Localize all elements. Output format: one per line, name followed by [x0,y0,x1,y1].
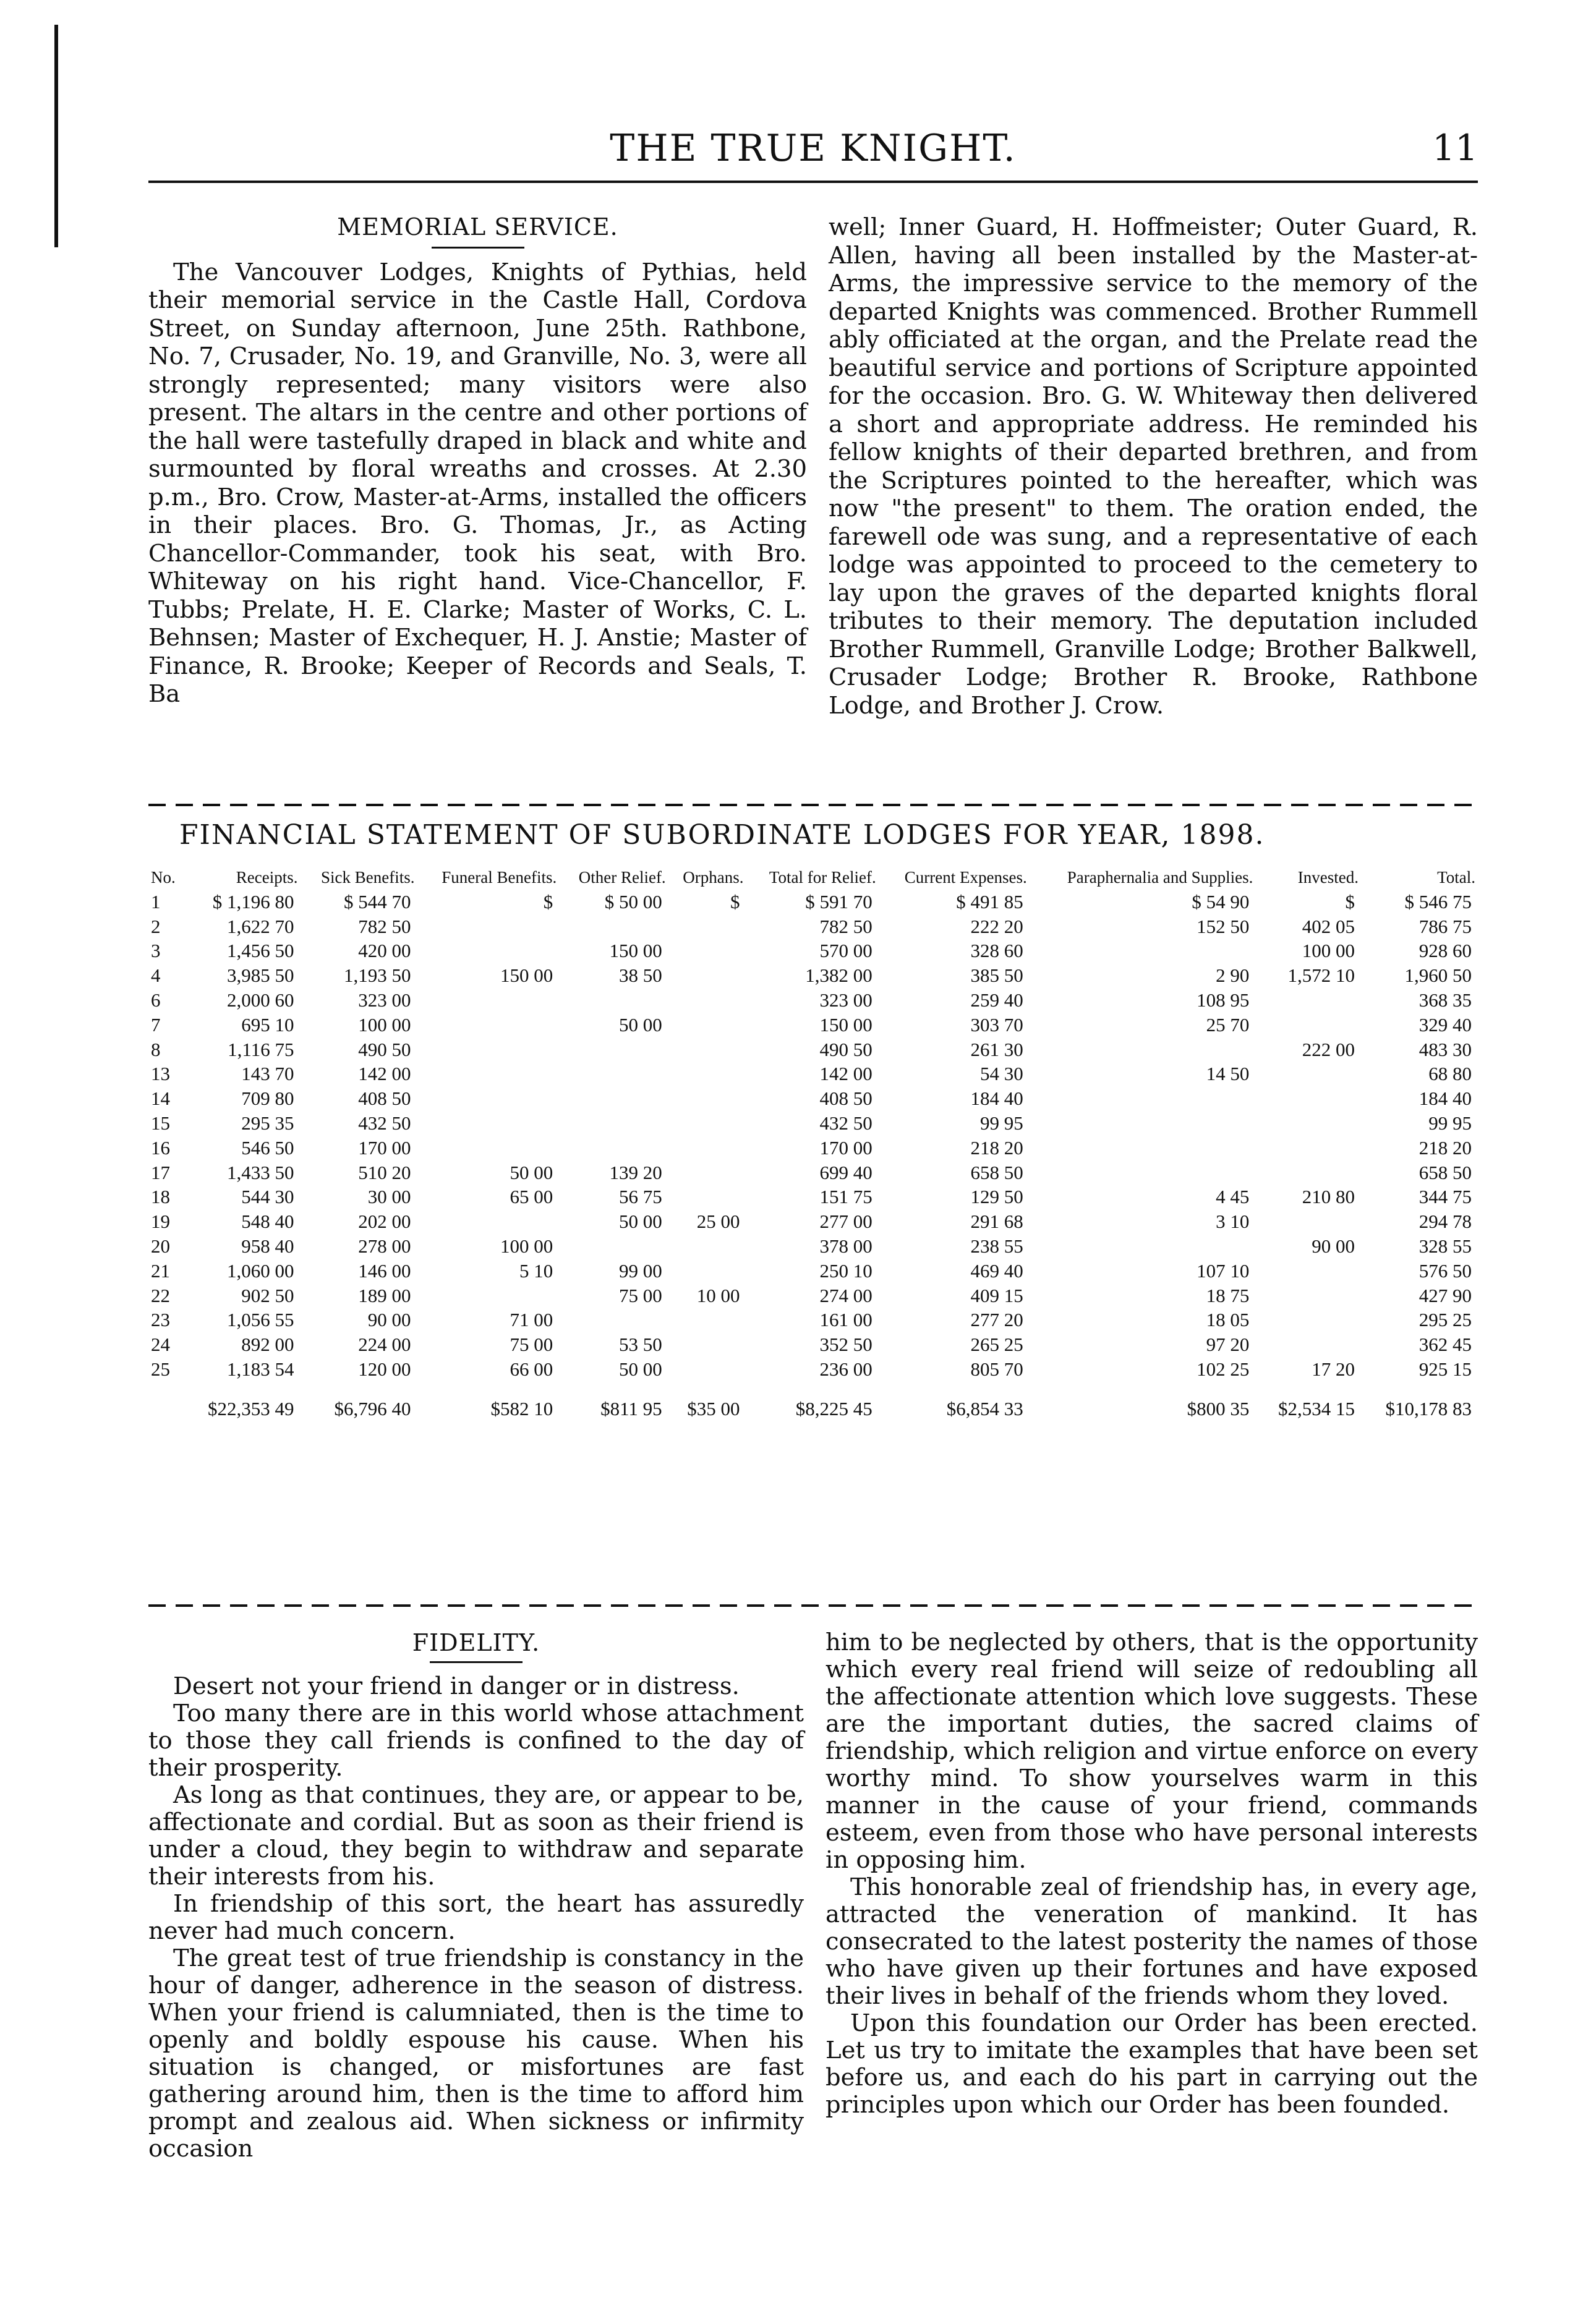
table-row [148,1111,1478,1136]
memorial-continuation: well; Inner Guard, H. Hoffmeister; Outer Guard, R. Allen, having all been installed by the Master-at-Arms, the impressive service to the memory of the departed Knights was commenced. Brother Rummell ably officiated at the organ, and the Prelate read the beautiful service and portions of Scripture appointed for the occasion. Bro. G. W. Whiteway then delivered a short and appropriate address. He reminded his fellow knights of their departed brethren, and from the Scriptures pointed to the hereafter, which was now "the present" to them. The oration ended, the farewell ode was sung, and a representative of each lodge was appointed to proceed to the cemetery to lay upon the graves of the departed knights floral tributes to their memory. The deputation included Brother Rummell, Granville Lodge; Brother Balkwell, Crusader Lodge; Brother R. Brooke, Rathbone Lodge, and Brother J. Crow. [829,213,1478,720]
table-cell: 274 00 [819,1284,872,1306]
table-cell: 151 75 [819,1186,872,1208]
table-row [148,1062,1478,1087]
table-cell [668,1357,746,1382]
table-cell: 368 35 [1419,989,1472,1011]
lodge-number: 24 [151,1334,170,1356]
table-row [148,963,1478,988]
table-cell: 259 40 [970,989,1023,1011]
total-cell [148,1382,184,1424]
table-cell: 352 50 [819,1334,872,1356]
table-cell: 261 30 [970,1038,1023,1060]
lodge-number: 7 [151,1013,161,1036]
table-cell [417,1037,559,1062]
total-cell: $6,854 33 [946,1397,1023,1420]
table-cell [1255,1308,1361,1333]
table-cell [668,1160,746,1185]
memorial-right-column [829,213,1478,720]
table-cell: 385 50 [970,964,1023,987]
table-cell: 100 00 [358,1013,411,1036]
table-cell: 18 75 [1206,1284,1250,1306]
table-cell: 362 45 [1419,1334,1472,1356]
fidelity-paragraph: Desert not your friend in danger or in distress. [173,1672,740,1700]
table-cell [668,1062,746,1087]
table-cell: 378 00 [819,1235,872,1258]
table-cell: 54 30 [979,1063,1023,1085]
column-header: Invested. [1297,868,1359,887]
table-cell: 576 50 [1419,1259,1472,1282]
table-cell [668,1037,746,1062]
fidelity-paragraph: As long as that continues, they are, or appear to be, affectionate and cordial. But as soon as their friend is under a cloud, they begin to withdraw and separate their interests from his. [148,1781,804,1891]
total-cell: $2,534 15 [1278,1397,1355,1420]
table-cell: 544 30 [241,1186,294,1208]
table-cell: 2,000 60 [227,989,294,1011]
lodge-number: 14 [151,1088,170,1110]
table-cell [1255,1332,1361,1357]
lodge-number: 25 [151,1358,170,1381]
table-cell: 53 50 [618,1334,662,1356]
table-cell: 129 50 [970,1186,1023,1208]
table-cell: 170 00 [819,1136,872,1159]
table-cell: 143 70 [241,1063,294,1085]
table-cell: 50 00 [510,1161,553,1183]
total-cell: $811 95 [600,1397,662,1420]
table-cell: 1,382 00 [805,964,872,987]
table-cell: 65 00 [510,1186,553,1208]
table-cell: 265 25 [970,1334,1023,1356]
table-cell: 420 00 [358,940,411,962]
table-cell [1255,1111,1361,1136]
title-rule [430,1661,523,1663]
table-cell: 1,960 50 [1404,964,1472,987]
table-cell: 75 00 [618,1284,662,1306]
table-cell: 202 00 [358,1211,411,1233]
table-cell: 238 55 [970,1235,1023,1258]
column-header: Other Relief. [578,868,666,887]
table-cell: 38 50 [618,964,662,987]
table-cell [668,1013,746,1037]
table-cell: 108 95 [1197,989,1250,1011]
table-cell [417,988,559,1013]
table-row [148,1136,1478,1160]
table-cell: 142 00 [358,1063,411,1085]
table-cell: 218 20 [970,1136,1023,1159]
table-cell: 303 70 [970,1013,1023,1036]
table-cell: 25 70 [1206,1013,1250,1036]
table-cell: 66 00 [510,1358,553,1381]
table-cell [417,1111,559,1136]
table-cell: 1,056 55 [227,1309,294,1331]
table-cell: 409 15 [970,1284,1023,1306]
fidelity-paragraph: The great test of true friendship is constancy in the hour of danger, adherence in the season of distress. When your friend is calumniated, then is the time to openly and boldly espouse his cause. When his situation is changed, or misfortunes are fast gathering around him, then is the time to afford him prompt and zealous aid. When sickness or infirmity occasion [148,1944,804,2163]
table-cell: 5 10 [519,1259,553,1282]
table-cell: 100 00 [500,1235,553,1258]
table-cell: 161 00 [819,1309,872,1331]
table-cell: 1,622 70 [227,915,294,937]
total-cell: $22,353 49 [208,1397,294,1420]
column-header: Total. [1437,868,1475,887]
table-cell [668,1185,746,1210]
table-cell: 490 50 [819,1038,872,1060]
table-cell: 146 00 [358,1259,411,1282]
fidelity-right-column [826,1629,1478,2119]
column-header: Receipts. [236,868,298,887]
lodge-number: 23 [151,1309,170,1331]
table-cell [559,1234,668,1259]
table-cell: 328 55 [1419,1235,1472,1258]
table-cell: $ 591 70 [805,890,872,913]
table-cell: $ 544 70 [343,890,411,913]
table-cell: 71 00 [510,1309,553,1331]
table-cell: 432 50 [358,1112,411,1134]
table-row [148,1086,1478,1111]
column-header: Current Expenses. [904,868,1027,887]
table-cell: 277 20 [970,1309,1023,1331]
table-cell: 323 00 [819,989,872,1011]
table-cell [559,1086,668,1111]
table-cell: 97 20 [1206,1334,1250,1356]
lodge-number: 16 [151,1136,170,1159]
table-cell [668,1086,746,1111]
table-cell: 139 20 [609,1161,662,1183]
table-row [148,890,1478,914]
lodge-number: 20 [151,1235,170,1258]
table-cell: 150 00 [500,964,553,987]
fidelity-paragraph: him to be neglected by others, that is the opportunity which every real friend will seize of redoubling all the affectionate attention which love suggests. These are the important duties, the sacred claims of friendship, which religion and virtue enforce on every worthy mind. To show yourselves warm in this manner in the cause of your friend, commands esteem, even from those who have personal interests in opposing him. [826,1628,1478,1874]
financial-table [148,869,1478,1424]
table-cell: $ 54 90 [1192,890,1250,913]
table-cell: 250 10 [819,1259,872,1282]
table-cell: 483 30 [1419,1038,1472,1060]
fidelity-paragraph: Upon this foundation our Order has been erected. Let us try to imitate the examples that have been set before us, and each do his part in carrying out the principles upon which our Order has been founded. [826,2009,1478,2119]
table-cell: 107 10 [1197,1259,1250,1282]
table-cell: 329 40 [1419,1013,1472,1036]
table-cell: 56 75 [618,1186,662,1208]
table-cell [668,988,746,1013]
table-cell [1255,1259,1361,1283]
lodge-number: 6 [151,989,161,1011]
table-cell: 25 00 [696,1211,740,1233]
table-cell [417,914,559,939]
table-cell: 295 35 [241,1112,294,1134]
table-cell: 490 50 [358,1038,411,1060]
table-cell: 99 95 [979,1112,1023,1134]
table-cell [1255,1209,1361,1234]
table-cell [559,1136,668,1160]
table-cell: 570 00 [819,940,872,962]
table-cell: 328 60 [970,940,1023,962]
table-cell: $ 1,196 80 [212,890,294,913]
table-row [148,1234,1478,1259]
table-cell: 1,060 00 [227,1259,294,1282]
column-header: No. [151,868,176,887]
table-cell: 658 50 [970,1161,1023,1183]
totals-row [148,1382,1478,1424]
table-cell [1255,1013,1361,1037]
table-cell [1255,1136,1361,1160]
table-cell: 30 00 [367,1186,411,1208]
table-cell [668,1332,746,1357]
table-cell [559,1308,668,1333]
table-cell: 1,572 10 [1287,964,1355,987]
lodge-number: 19 [151,1211,170,1233]
table-cell: 695 10 [241,1013,294,1036]
scan-margin-bar [54,25,58,247]
table-cell [1255,1062,1361,1087]
table-cell: 925 15 [1419,1358,1472,1381]
table-cell: 14 50 [1206,1063,1250,1085]
table-cell [668,1259,746,1283]
lodge-number: 4 [151,964,161,987]
table-cell: 805 70 [970,1358,1023,1381]
table-cell [668,914,746,939]
table-row [148,1357,1478,1382]
memorial-left-column [148,213,807,709]
table-cell [1030,1111,1256,1136]
table-cell: 99 00 [618,1259,662,1282]
table-cell: 344 75 [1419,1186,1472,1208]
table-row [148,1209,1478,1234]
table-cell: $ 50 00 [604,890,662,913]
table-cell [668,1111,746,1136]
table-cell: 709 80 [241,1088,294,1110]
table-cell: 958 40 [241,1235,294,1258]
table-cell: 427 90 [1419,1284,1472,1306]
table-cell: 295 25 [1419,1309,1472,1331]
total-cell: $35 00 [687,1397,740,1420]
lodge-number: 21 [151,1259,170,1282]
table-cell [417,1062,559,1087]
table-cell: 892 00 [241,1334,294,1356]
fidelity-title: FIDELITY. [412,1629,540,1656]
table-cell: 402 05 [1302,915,1355,937]
table-cell: 150 00 [609,940,662,962]
table-cell: 510 20 [358,1161,411,1183]
table-cell: 1,183 54 [227,1358,294,1381]
table-row [148,939,1478,964]
table-cell: 469 40 [970,1259,1023,1282]
table-cell: 222 20 [970,915,1023,937]
table-cell: 75 00 [510,1334,553,1356]
table-cell: $ 546 75 [1404,890,1472,913]
table-cell: 278 00 [358,1235,411,1258]
table-cell [559,1111,668,1136]
table-cell: 222 00 [1302,1038,1355,1060]
table-cell: 224 00 [358,1334,411,1356]
table-cell [417,1013,559,1037]
financial-statement [148,819,1478,851]
total-cell: $8,225 45 [795,1397,872,1420]
table-cell [1255,1086,1361,1111]
table-row [148,1308,1478,1333]
table-cell [1255,1160,1361,1185]
table-cell: 102 25 [1197,1358,1250,1381]
table-cell: 10 00 [696,1284,740,1306]
memorial-title: MEMORIAL SERVICE. [337,213,618,240]
table-row [148,1332,1478,1357]
table-cell [1030,1037,1256,1062]
table-cell: 68 80 [1428,1063,1472,1085]
table-cell: 170 00 [358,1136,411,1159]
table-cell: 120 00 [358,1358,411,1381]
table-cell [559,988,668,1013]
table-cell: 786 75 [1419,915,1472,937]
total-cell: $10,178 83 [1385,1397,1472,1420]
fidelity-paragraph: Too many there are in this world whose attachment to those they call friends is confined to the day of their prosperity. [148,1700,804,1782]
table-cell: 548 40 [241,1211,294,1233]
table-cell: 408 50 [358,1088,411,1110]
column-header: Total for Relief. [769,868,876,887]
table-cell: 90 00 [1312,1235,1355,1258]
table-cell: 236 00 [819,1358,872,1381]
table-cell [1030,1160,1256,1185]
table-cell: 291 68 [970,1211,1023,1233]
table-cell: 432 50 [819,1112,872,1134]
page-header [148,127,1478,176]
table-cell [559,1037,668,1062]
fidelity-left-column [148,1629,804,2163]
lodge-number: 18 [151,1186,170,1208]
table-cell [417,1283,559,1308]
table-cell [1255,988,1361,1013]
table-cell: 782 50 [358,915,411,937]
section-divider [148,804,1478,806]
table-cell: 1,433 50 [227,1161,294,1183]
table-cell: 99 95 [1428,1112,1472,1134]
table-row [148,1185,1478,1210]
header-rule [148,181,1478,183]
table-row [148,1283,1478,1308]
table-cell [668,939,746,964]
table-cell [1030,1136,1256,1160]
table-cell: 150 00 [819,1013,872,1036]
table-cell: 50 00 [618,1358,662,1381]
column-header: Orphans. [683,868,744,887]
fidelity-paragraph: This honorable zeal of friendship has, in every age, attracted the veneration of mankind. It has consecrated to the latest posterity the names of those who have given up their fortunes and have exposed their lives in behalf of the friends whom they loved. [826,1873,1478,2010]
table-cell: 902 50 [241,1284,294,1306]
table-cell: 546 50 [241,1136,294,1159]
table-row [148,1037,1478,1062]
table-cell: $ 491 85 [956,890,1023,913]
table-cell: 152 50 [1197,915,1250,937]
title-rule [432,247,524,249]
table-cell [668,1136,746,1160]
table-cell: 50 00 [618,1211,662,1233]
table-cell: 277 00 [819,1211,872,1233]
table-cell [1030,1234,1256,1259]
table-cell: $ [730,890,740,913]
table-cell: 210 80 [1302,1186,1355,1208]
column-header: Sick Benefits. [320,868,415,887]
table-row [148,988,1478,1013]
table-cell: 294 78 [1419,1211,1472,1233]
lodge-number: 13 [151,1063,170,1085]
table-cell: 782 50 [819,915,872,937]
lodge-number: 2 [151,915,161,937]
total-cell: $582 10 [490,1397,553,1420]
lodge-number: 22 [151,1284,170,1306]
table-cell: $ [1345,890,1355,913]
table-row [148,1013,1478,1037]
table-cell [417,1136,559,1160]
column-header: Paraphernalia and Supplies. [1067,868,1253,887]
table-row [148,1160,1478,1185]
table-cell: 90 00 [367,1309,411,1331]
fidelity-paragraph: In friendship of this sort, the heart has assuredly never had much concern. [148,1890,804,1945]
table-cell: 1,456 50 [227,940,294,962]
table-cell: 1,116 75 [228,1038,294,1060]
table-cell [559,1062,668,1087]
page-number: 11 [1432,127,1478,169]
table-cell: 184 40 [970,1088,1023,1110]
table-cell [668,1308,746,1333]
total-cell: $800 35 [1187,1397,1250,1420]
financial-title: FINANCIAL STATEMENT OF SUBORDINATE LODGES FOR YEAR, 1898. [179,819,1265,851]
lodge-number: 3 [151,940,161,962]
table-cell [1255,1283,1361,1308]
table-cell [668,963,746,988]
section-divider [148,1604,1478,1607]
table-cell: 184 40 [1419,1088,1472,1110]
lodge-number: 17 [151,1161,170,1183]
table-cell [417,1209,559,1234]
running-title: THE TRUE KNIGHT. [610,127,1017,170]
table-cell: 17 20 [1312,1358,1355,1381]
lodge-number: 8 [151,1038,161,1060]
total-cell: $6,796 40 [334,1397,411,1420]
table-cell: 408 50 [819,1088,872,1110]
lodge-number: 1 [151,890,161,913]
table-cell: 928 60 [1419,940,1472,962]
table-cell: 100 00 [1302,940,1355,962]
memorial-paragraph: The Vancouver Lodges, Knights of Pythias, held their memorial service in the Castle Hall, Cordova Street, on Sunday afternoon, June 25th. Rathbone, No. 7, Crusader, No. 19, and Granville, No. 3, were all strongly represented; many visitors were also present. The altars in the centre and other portions of the hall were tastefully draped in black and white and surmounted by floral wreaths and crosses. At 2.30 p.m., Bro. Crow, Master-at-Arms, installed the officers in their places. Bro. G. Thomas, Jr., as Acting Chancellor-Commander, took his seat, with Bro. Whiteway on his right hand. Vice-Chancellor, F. Tubbs; Prelate, H. E. Clarke; Master of Works, C. L. Behnsen; Master of Exchequer, H. J. Anstie; Master of Finance, R. Brooke; Keeper of Records and Seals, T. Ba [148,258,807,708]
table-cell: 18 05 [1206,1309,1250,1331]
table-cell: $ [543,890,553,913]
table-cell: 50 00 [618,1013,662,1036]
lodge-number: 15 [151,1112,170,1134]
table-cell: 2 90 [1216,964,1250,987]
table-cell: 3 10 [1216,1211,1250,1233]
table-cell: 4 45 [1216,1186,1250,1208]
column-header: Funeral Benefits. [442,868,557,887]
table-cell [668,1234,746,1259]
table-cell: 218 20 [1419,1136,1472,1159]
table-cell: 142 00 [819,1063,872,1085]
table-cell: 3,985 50 [227,964,294,987]
table-cell: 323 00 [358,989,411,1011]
table-cell [417,1086,559,1111]
table-cell [1030,939,1256,964]
table-cell [417,939,559,964]
table-cell: 699 40 [819,1161,872,1183]
table-row [148,1259,1478,1283]
table-cell: 658 50 [1419,1161,1472,1183]
table-cell [559,914,668,939]
table-cell: 1,193 50 [343,964,411,987]
table-cell: 189 00 [358,1284,411,1306]
table-cell [1030,1086,1256,1111]
table-row [148,914,1478,939]
